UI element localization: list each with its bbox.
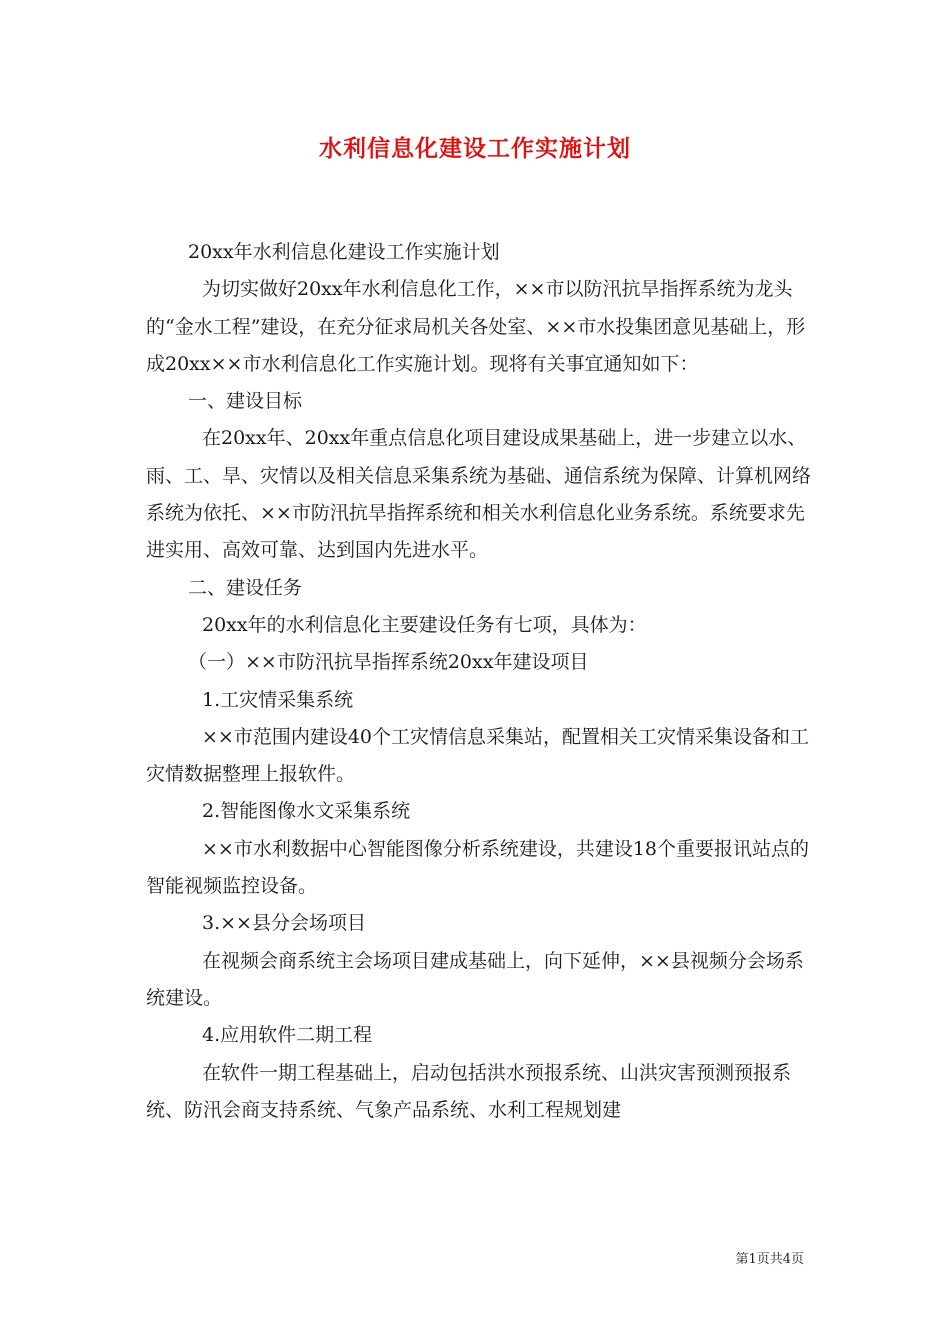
paragraph: 在20xx年、20xx年重点信息化项目建设成果基础上，进一步建立以水、雨、工、旱、灾情以及相关信息采集系统为基础、通信系统为保障、计算机网络系统为依托、××市防汛抗旱指挥系统和相关水利信息化业务系统。系统要求先进实用、高效可靠、达到国内先进水平。	[146, 427, 812, 562]
subsection-heading: （一）××市防汛抗旱指挥系统20xx年建设项目	[188, 651, 589, 674]
paragraph: ××市范围内建设40个工灾情信息采集站，配置相关工灾情采集设备和工灾情数据整理上报软件。	[146, 725, 810, 786]
paragraph: 在软件一期工程基础上，启动包括洪水预报系统、山洪灾害预测预报系统、防汛会商支持系统、气象产品系统、水利工程规划建	[146, 1061, 792, 1121]
paragraph-subtitle: 20xx年水利信息化建设工作实施计划	[188, 241, 500, 263]
section-heading: 二、建设任务	[188, 576, 303, 599]
page-number: 第1页共4页	[735, 1252, 804, 1267]
item-heading: 2.智能图像水文采集系统	[202, 800, 411, 823]
paragraph: 20xx年的水利信息化主要建设任务有七项，具体为：	[202, 613, 647, 636]
section-heading: 一、建设目标	[188, 390, 303, 413]
item-heading: 4.应用软件二期工程	[202, 1024, 373, 1047]
document-title: 水利信息化建设工作实施计划	[319, 135, 631, 162]
item-heading: 3.××县分会场项目	[202, 912, 366, 935]
document-body	[146, 234, 818, 1129]
paragraph-intro: 为切实做好20xx年水利信息化工作，××市以防汛抗旱指挥系统为龙头的“金水工程”建设，在充分征求局机关各处室、××市水投集团意见基础上，形成20xx××市水利信息化工作实施计划。现将有关事宜通知如下：	[146, 278, 806, 375]
item-heading: 1.工灾情采集系统	[202, 688, 354, 711]
paragraph: 在视频会商系统主会场项目建成基础上，向下延伸，××县视频分会场系统建设。	[146, 949, 804, 1009]
paragraph: ××市水利数据中心智能图像分析系统建设，共建设18个重要报讯站点的智能视频监控设备。	[146, 837, 810, 898]
